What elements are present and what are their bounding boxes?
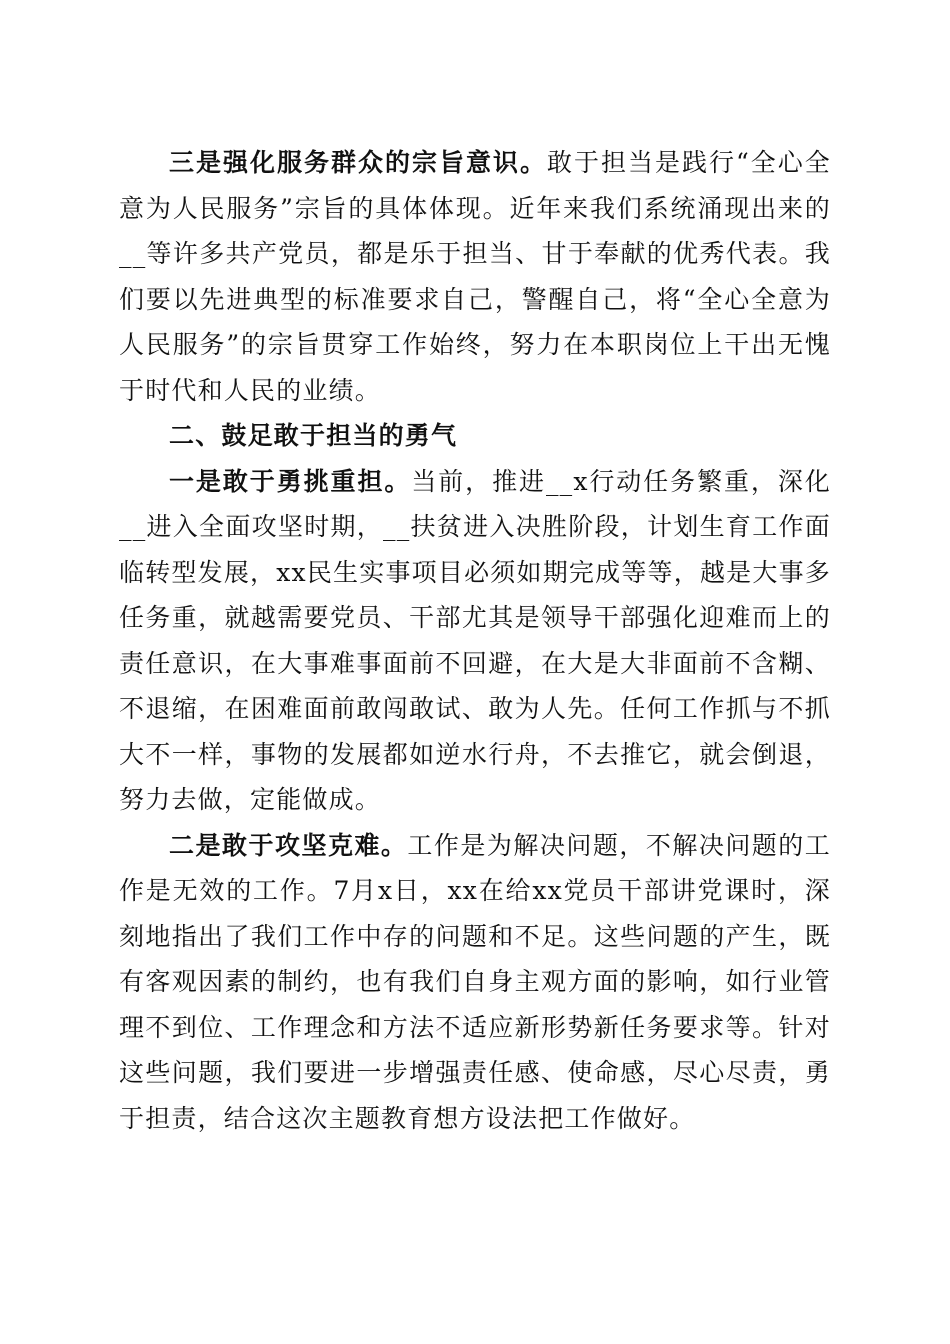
paragraph-lead: 一是敢于勇挑重担。: [169, 466, 412, 496]
paragraph-text: 当前，推进__x行动任务繁重，深化__进入全面攻坚时期，__扶贫进入决胜阶段，计划生育工作面临转型发展，xx民生实事项目必须如期完成等等，越是大事多任务重，就越需要党员、干部尤其是领导干部强化迎难而上的责任意识，在大事难事面前不回避，在大是大非面前不含糊、不退缩，在困难面前敢闯敢试、敢为人先。任何工作抓与不抓大不一样，事物的发展都如逆水行舟，不去推它，就会倒退，努力去做，定能做成。: [119, 466, 831, 814]
paragraph-overcome-difficulties: [119, 823, 831, 1142]
paragraph-take-on-burdens: [119, 459, 831, 823]
paragraph-service-awareness: [119, 140, 831, 413]
paragraph-text: 敢于担当是践行“全心全意为人民服务”宗旨的具体体现。近年来我们系统涌现出来的__等许多共产党员，都是乐于担当、甘于奉献的优秀代表。我们要以先进典型的标准要求自己，警醒自己，将“全心全意为人民服务”的宗旨贯穿工作始终，努力在本职岗位上干出无愧于时代和人民的业绩。: [119, 148, 831, 405]
paragraph-text: 工作是为解决问题，不解决问题的工作是无效的工作。7月x日，xx在给xx党员干部讲党课时，深刻地指出了我们工作中存的问题和不足。这些问题的产生，既有客观因素的制约，也有我们自身主观方面的影响，如行业管理不到位、工作理念和方法不适应新形势新任务要求等。针对这些问题，我们要进一步增强责任感、使命感，尽心尽责，勇于担责，结合这次主题教育想方设法把工作做好。: [119, 830, 831, 1133]
section-heading: 二、鼓足敢于担当的勇气: [169, 421, 458, 450]
document-body: [119, 140, 831, 1141]
paragraph-lead: 三是强化服务群众的宗旨意识。: [169, 148, 548, 177]
paragraph-lead: 二是敢于攻坚克难。: [169, 830, 408, 860]
